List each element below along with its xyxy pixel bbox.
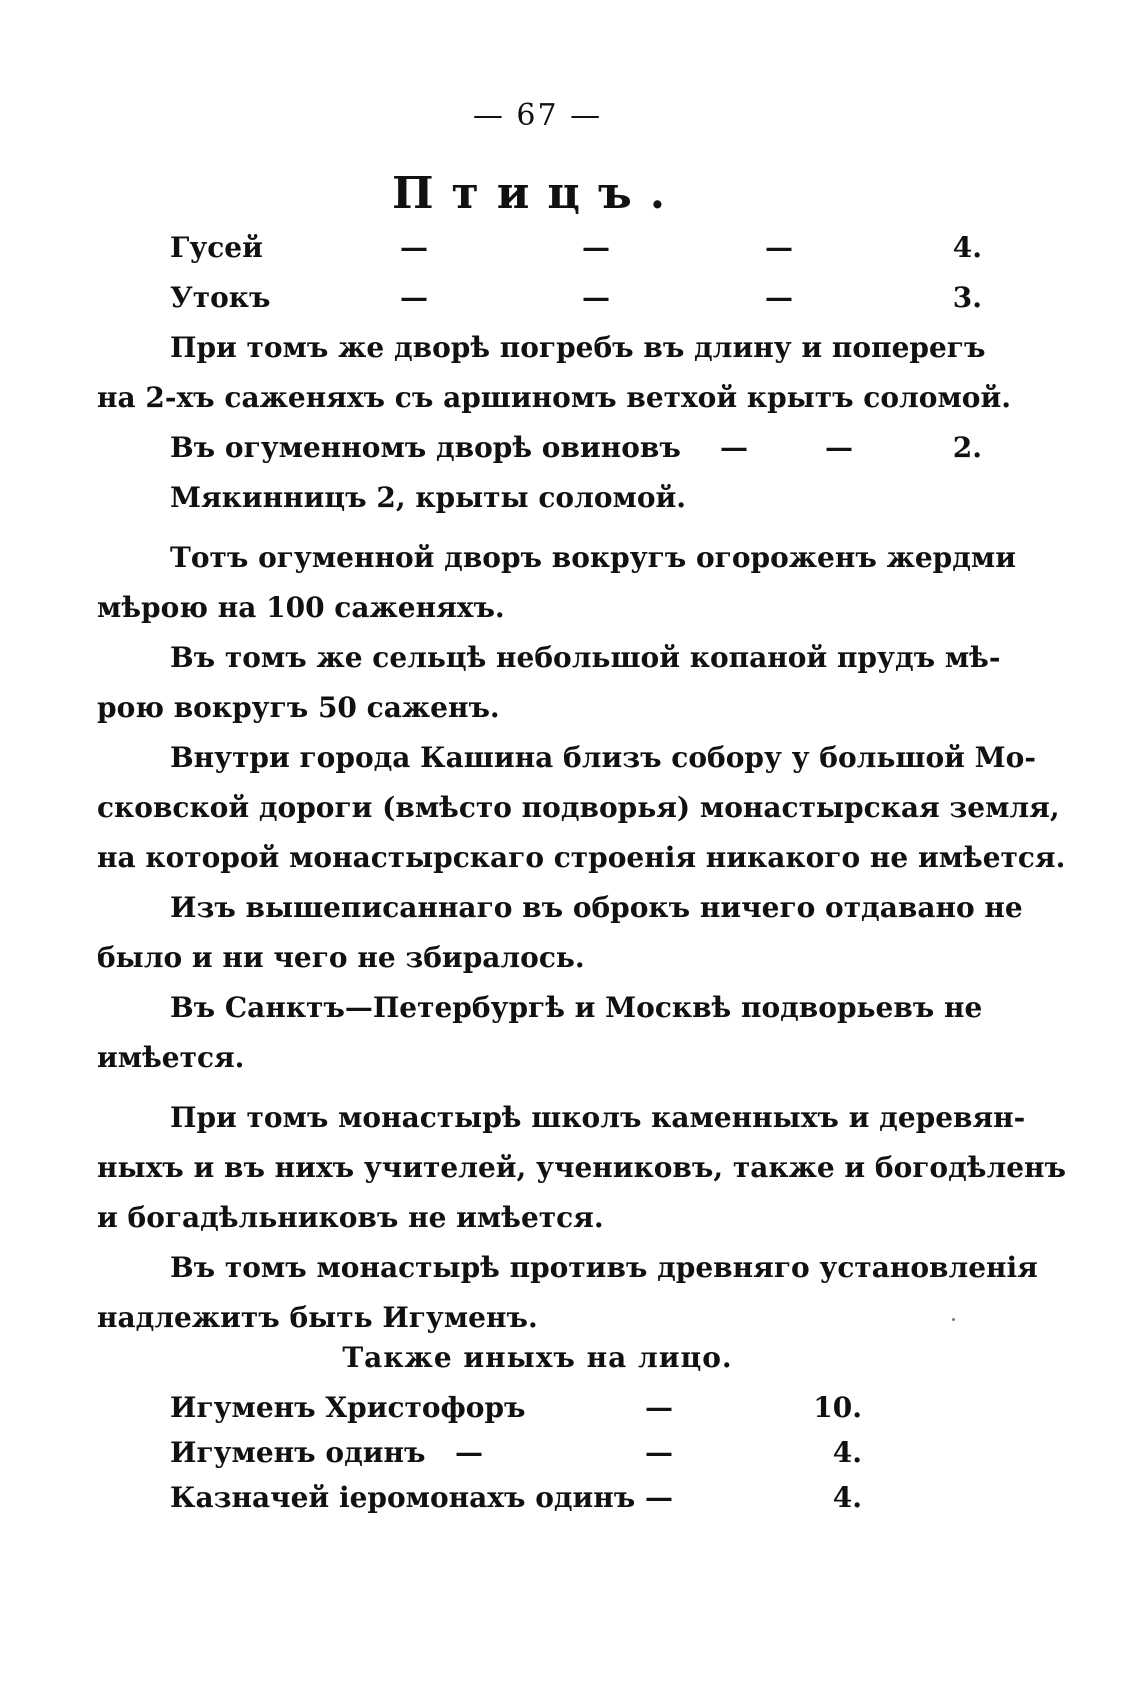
paragraph-line: сковской дороги (вмѣсто подворья) монастырская земля,: [97, 791, 1060, 824]
paragraph-line: мѣрою на 100 саженяхъ.: [97, 591, 505, 624]
birds-row-ducks: [170, 278, 982, 318]
dash: —: [645, 1481, 673, 1514]
roster-row-value: 4.: [832, 1481, 862, 1514]
page-number: — 67 —: [472, 98, 603, 133]
dash: —: [765, 281, 793, 314]
paragraph-line: Въ томъ же сельцѣ небольшой копаной прудъ мѣ-: [170, 641, 1001, 674]
paragraph-line: рою вокругъ 50 саженъ.: [97, 691, 500, 724]
dash: —: [825, 431, 853, 464]
paragraph-line: Мякинницъ 2, крыты соломой.: [170, 481, 687, 514]
dash: —: [765, 231, 793, 264]
roster-row-label: Игуменъ одинъ: [170, 1436, 426, 1469]
dash: —: [400, 231, 428, 264]
paragraph-line: Внутри города Кашина близъ собору у большой Мо-: [170, 741, 1036, 774]
paragraph-line: При томъ монастырѣ школъ каменныхъ и деревян-: [170, 1101, 1026, 1134]
dash: —: [400, 281, 428, 314]
print-speck: [952, 1318, 955, 1321]
roster-row-value: 10.: [813, 1391, 862, 1424]
roster-row-value: 4.: [832, 1436, 862, 1469]
paragraph-line: Въ Санктъ—Петербургѣ и Москвѣ подворьевъ не: [170, 991, 983, 1024]
roster-row: [170, 1433, 862, 1473]
paragraph-line: на 2-хъ саженяхъ съ аршиномъ ветхой крытъ соломой.: [97, 381, 1011, 414]
roster-row-label: Игуменъ Христофоръ: [170, 1391, 526, 1424]
roster-row: [170, 1388, 862, 1428]
threshing-row: [170, 428, 982, 468]
section-heading: Птицъ.: [391, 168, 684, 219]
paragraph-line: ныхъ и въ нихъ учителей, учениковъ, также и богодѣленъ: [97, 1151, 1066, 1184]
birds-row-label: Утокъ: [170, 281, 271, 314]
dash: —: [582, 231, 610, 264]
birds-row-value: 3.: [952, 281, 982, 314]
roster-row-label: Казначей іеромонахъ одинъ: [170, 1481, 636, 1514]
paragraph-line: было и ни чего не збиралось.: [97, 941, 585, 974]
dash: —: [645, 1436, 673, 1469]
dash: —: [455, 1436, 483, 1469]
paragraph-line: надлежитъ быть Игуменъ.: [97, 1301, 538, 1334]
paragraph-line: на которой монастырскаго строенія никакого не имѣется.: [97, 841, 1066, 874]
paragraph-line: Изъ вышеписаннаго въ оброкъ ничего отдавано не: [170, 891, 1023, 924]
paragraph-line: При томъ же дворѣ погребъ въ длину и поперегъ: [170, 331, 986, 364]
dash: —: [582, 281, 610, 314]
dash: —: [720, 431, 748, 464]
birds-row-label: Гусей: [170, 231, 263, 264]
roster-row: [170, 1478, 862, 1518]
threshing-value: 2.: [952, 431, 982, 464]
paragraph-line: Тотъ огуменной дворъ вокругъ огороженъ жердми: [170, 541, 1016, 574]
dash: —: [645, 1391, 673, 1424]
paragraph-line: и богадѣльниковъ не имѣется.: [97, 1201, 604, 1234]
paragraph-line: имѣется.: [97, 1041, 245, 1074]
paragraph-line: Въ томъ монастырѣ противъ древняго установленія: [170, 1251, 1038, 1284]
threshing-label: Въ огуменномъ дворѣ овиновъ: [170, 431, 681, 464]
roster-heading: Также иныхъ на лицо.: [342, 1341, 733, 1374]
birds-row-value: 4.: [952, 231, 982, 264]
birds-row-geese: [170, 228, 982, 268]
